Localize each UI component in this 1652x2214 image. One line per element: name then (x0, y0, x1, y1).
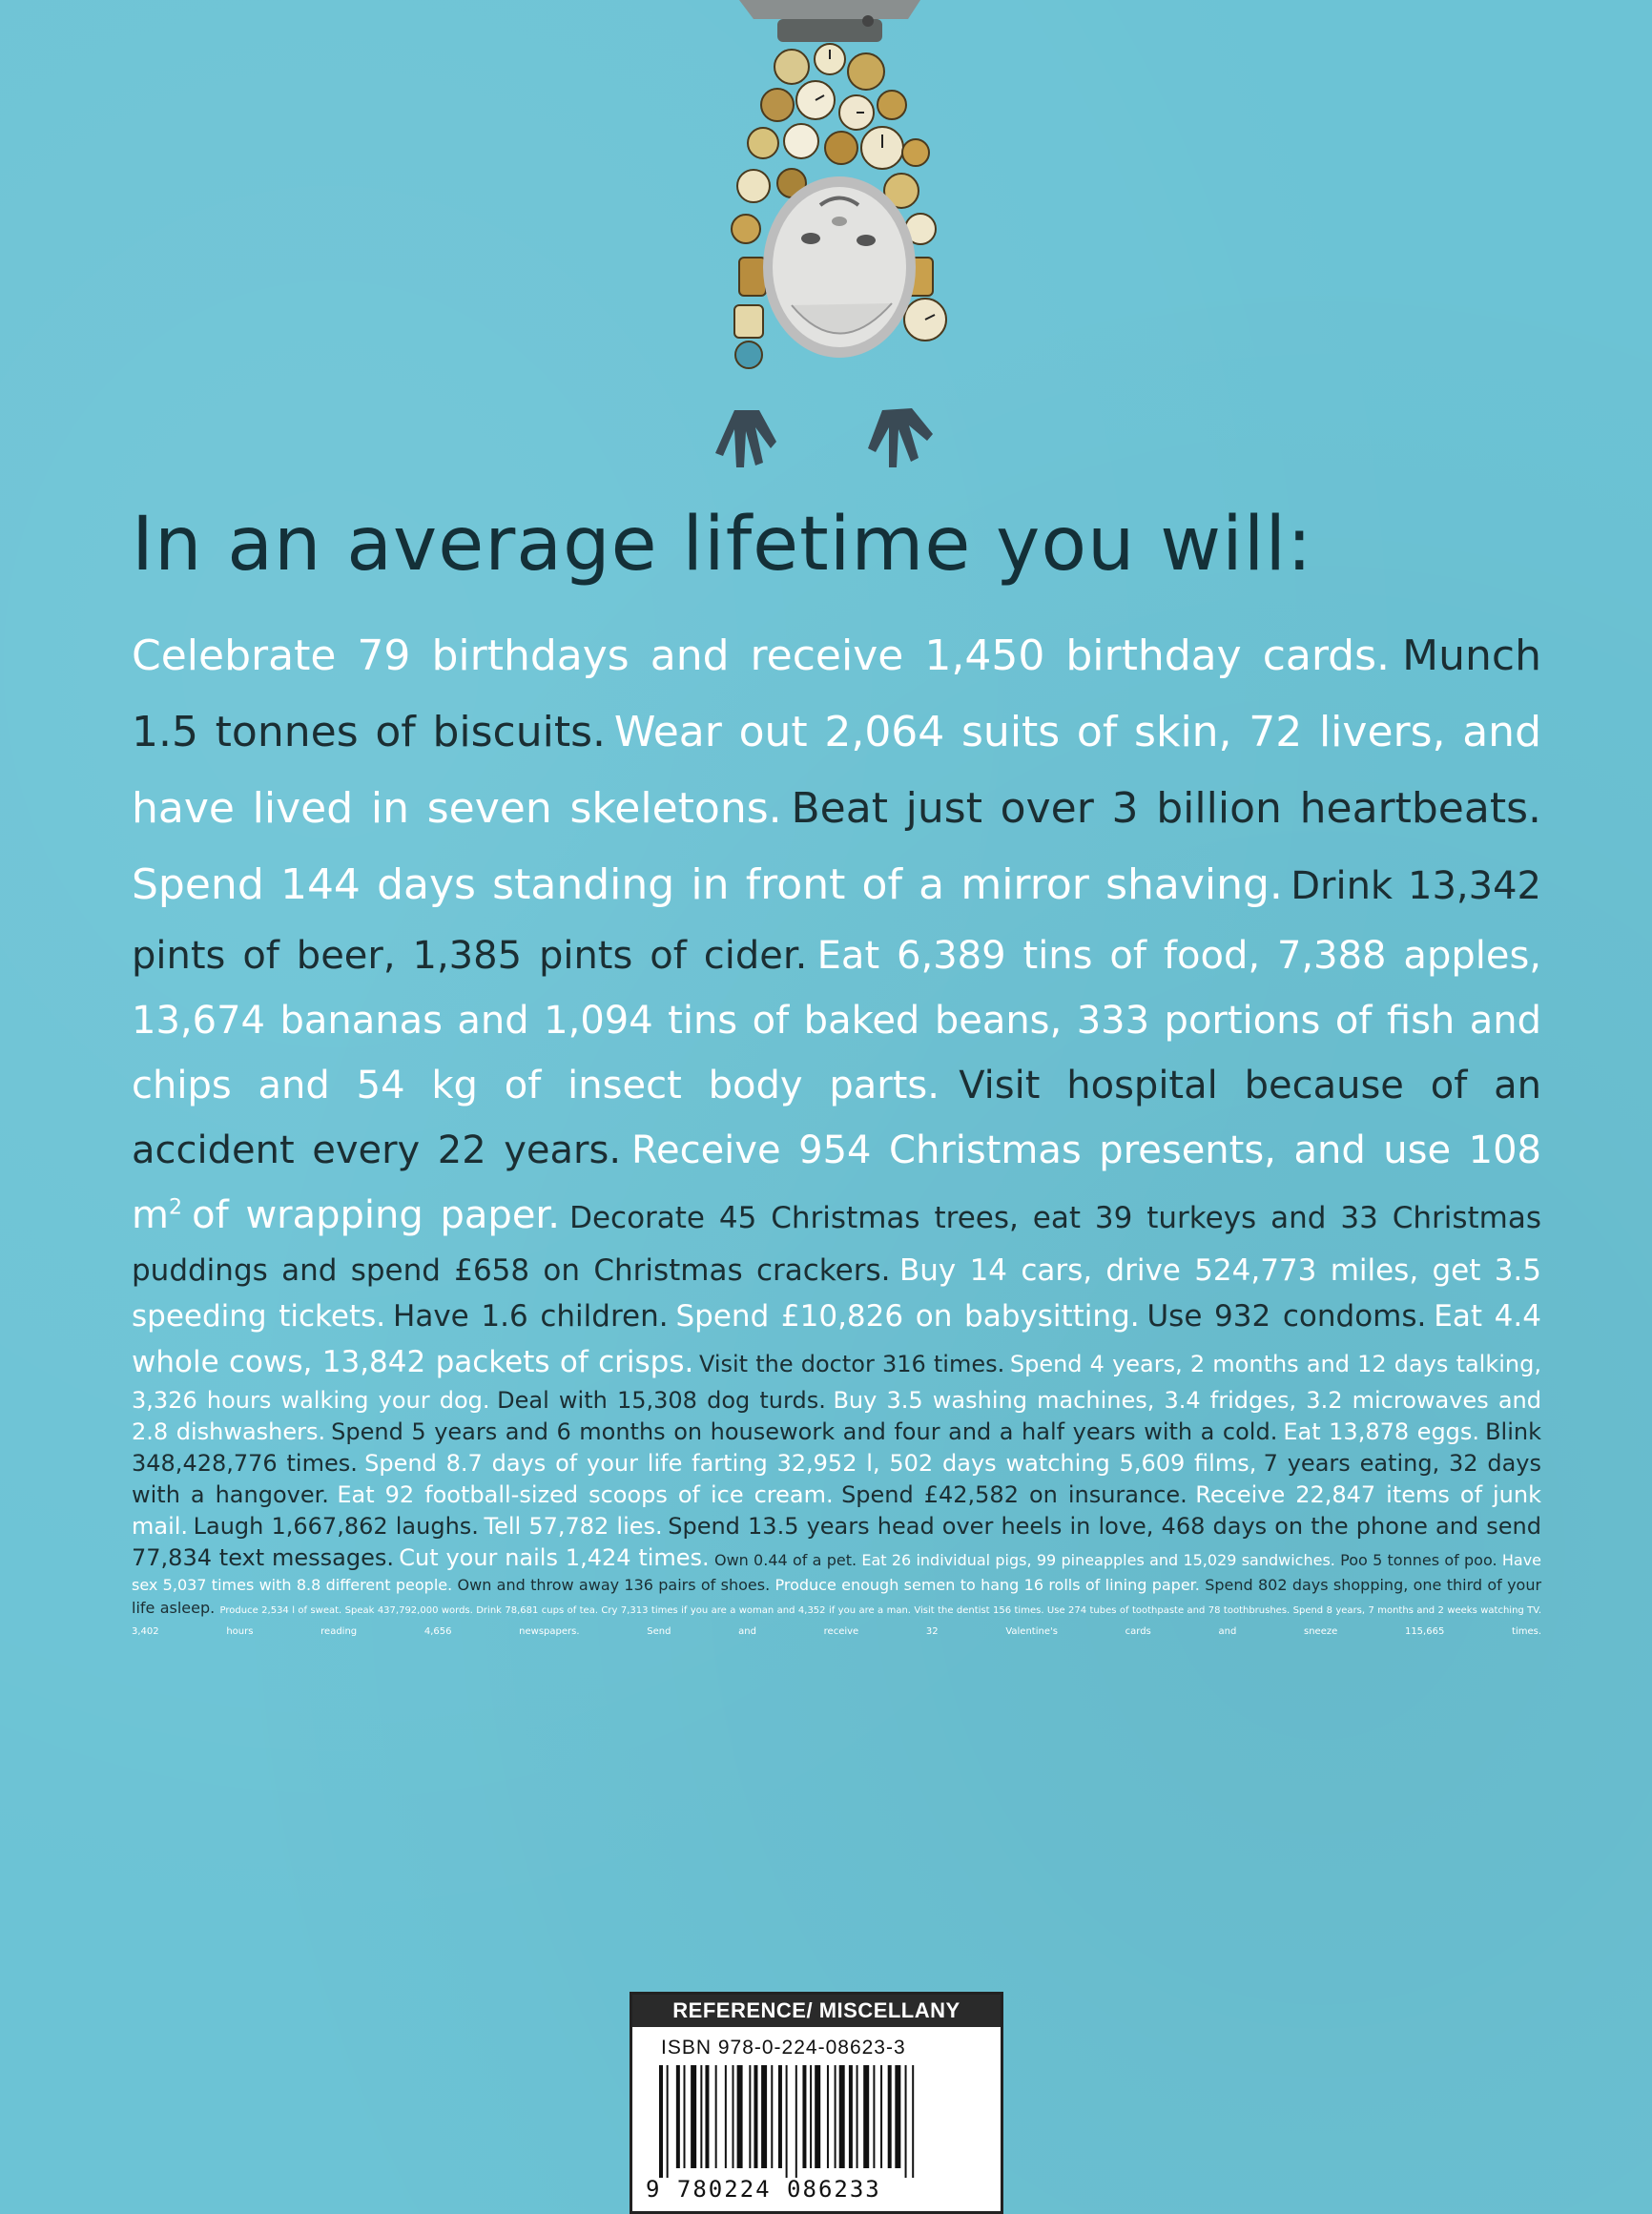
barcode-bar (778, 2065, 782, 2168)
barcode-digits: 9 780224 086233 (646, 2176, 881, 2203)
barcode-bar (849, 2065, 853, 2168)
fact-text: Use 932 condoms. (1146, 1299, 1427, 1334)
barcode-bar (895, 2065, 900, 2168)
fact-text: Eat 26 individual pigs, 99 pineapples and 15,029 sandwiches. (861, 1551, 1335, 1569)
barcode-bar (835, 2065, 836, 2168)
barcode-bar (839, 2065, 845, 2168)
fact-sentence (497, 1387, 826, 1414)
barcode-bar (888, 2065, 892, 2168)
fact-text: Have sex 5,037 times with 8.8 different people. (132, 1551, 1542, 1594)
barcode-icon (655, 2065, 980, 2180)
fact-sentence (775, 1576, 1200, 1594)
fact-text: Spend 144 days standing in front of a mirror shaving. (132, 860, 1283, 909)
barcode-bar (873, 2065, 875, 2168)
fact-text: Laugh 1,667,862 laughs. (193, 1513, 479, 1540)
child-hands (715, 408, 933, 467)
fact-text: Drink 13,342 pints of beer, 1,385 pints of cider. (132, 864, 1541, 978)
fact-sentence (1146, 1299, 1426, 1334)
fact-text: Receive 22,847 items of junk mail. (132, 1481, 1541, 1540)
fact-text: 7 years eating, 32 days with a hangover. (132, 1450, 1542, 1508)
fact-text: Buy 14 cars, drive 524,773 miles, get 3.5 speeding tickets. (132, 1253, 1542, 1334)
barcode-bar (700, 2065, 702, 2168)
barcode-bar (659, 2065, 663, 2178)
fact-text: Deal with 15,308 dog turds. (497, 1387, 826, 1414)
lamp-shape (739, 0, 920, 42)
fact-text: Celebrate 79 birthdays and receive 1,450 birthday cards. (132, 631, 1391, 680)
fact-text: Eat 4.4 whole cows, 13,842 packets of crisps. (132, 1299, 1541, 1379)
barcode-bar (857, 2065, 858, 2168)
fact-text: Receive 954 Christmas presents, and use 108 m (132, 1128, 1541, 1237)
fact-sentence (458, 1576, 771, 1594)
barcode-bar (880, 2065, 882, 2168)
fact-text: Spend 13.5 years head over heels in love, 468 days on the phone and send 77,834 text messages. (132, 1513, 1541, 1571)
fact-text: Produce 2,534 l of sweat. Speak 437,792,000 words. Drink 78,681 cups of tea. Cry 7,313 times if you are a woman and 4,352 if you are a man. Visit the dentist 156 times. Use 274 tubes of toothpaste and 78 toothbrushes. Spend 8 years, 7 months and 2 weeks watching TV. 3,402 hours reading 4,656 newspapers. Send and receive 32 Valentine's cards and sneeze 115,665 times. (132, 1605, 1542, 1637)
fact-sentence (132, 1605, 1541, 1637)
barcode-bar (737, 2065, 743, 2168)
category-label: REFERENCE/ MISCELLANY (632, 1995, 1001, 2027)
barcode-bar (912, 2065, 914, 2178)
fact-text: Own 0.44 of a pet. (713, 1551, 857, 1569)
barcode-bar (786, 2065, 788, 2178)
fact-sentence (699, 1351, 1004, 1377)
fact-text: Eat 6,389 tins of food, 7,388 apples, 13,674 bananas and 1,094 tins of baked beans, 333 portions of fish and chips and 54 kg of insect body parts. (132, 934, 1541, 1107)
lifetime-facts-paragraph (132, 618, 1541, 1639)
fact-text: Visit hospital because of an accident every 22 years. (132, 1064, 1541, 1172)
barcode-bar (771, 2065, 773, 2168)
fact-sentence (1283, 1418, 1479, 1445)
barcode-bar (667, 2065, 669, 2178)
barcode-bar (815, 2065, 820, 2168)
barcode-bar (795, 2065, 797, 2178)
barcode-bar (802, 2065, 806, 2168)
fact-sentence (132, 631, 1390, 680)
isbn-number: ISBN 978-0-224-08623-3 (661, 2037, 906, 2059)
barcode-bar (905, 2065, 907, 2178)
fact-text: Cut your nails 1,424 times. (399, 1544, 710, 1571)
fact-sentence (337, 1481, 833, 1508)
barcode-bar (715, 2065, 717, 2168)
fact-sentence (861, 1551, 1335, 1569)
fact-text: Munch 1.5 tonnes of biscuits. (132, 631, 1541, 756)
clock-collage-illustration (687, 0, 973, 486)
barcode-bar (863, 2065, 869, 2168)
superscript: 2 (168, 1195, 182, 1220)
fact-text: Eat 92 football-sized scoops of ice cream. (337, 1481, 834, 1508)
fact-text: Beat just over 3 billion heartbeats. (791, 784, 1541, 833)
barcode-block (630, 1992, 1003, 2214)
fact-sentence (791, 784, 1541, 833)
fact-sentence (399, 1544, 709, 1571)
fact-sentence (485, 1513, 663, 1540)
barcode-bar (676, 2065, 680, 2168)
fact-sentence (364, 1450, 1256, 1477)
fact-text: Spend 802 days shopping, one third of your life asleep. (132, 1576, 1542, 1617)
barcode-bar (691, 2065, 696, 2168)
fact-sentence (393, 1299, 669, 1334)
fact-sentence (132, 860, 1283, 909)
fact-sentence (714, 1551, 857, 1569)
barcode-bar (754, 2065, 757, 2168)
headline: In an average lifetime you will: (132, 502, 1313, 588)
barcode-bar (733, 2065, 734, 2168)
fact-text: Eat 13,878 eggs. (1283, 1418, 1480, 1445)
fact-text: Visit the doctor 316 times. (698, 1351, 1005, 1377)
barcode-bar (705, 2065, 709, 2168)
fact-text: Own and throw away 136 pairs of shoes. (457, 1576, 771, 1594)
barcode-bar (761, 2065, 767, 2168)
fact-sentence (192, 1193, 560, 1237)
fact-sentence (331, 1418, 1277, 1445)
barcode-bar (827, 2065, 829, 2168)
fact-text: Spend £10,826 on babysitting. (675, 1299, 1140, 1334)
barcode-bar (684, 2065, 686, 2168)
fact-text: of wrapping paper. (192, 1193, 560, 1237)
fact-text: Tell 57,782 lies. (484, 1513, 663, 1540)
barcode-bar (810, 2065, 812, 2168)
fact-text: Produce enough semen to hang 16 rolls of lining paper. (774, 1576, 1200, 1594)
child-face (763, 176, 916, 358)
fact-sentence (676, 1299, 1140, 1334)
barcode-bar (749, 2065, 751, 2168)
fact-text: Buy 3.5 washing machines, 3.4 fridges, 3.2 microwaves and 2.8 dishwashers. (132, 1387, 1541, 1445)
fact-sentence (1340, 1551, 1497, 1569)
fact-text: Poo 5 tonnes of poo. (1340, 1551, 1497, 1569)
fact-sentence (194, 1513, 479, 1540)
fact-text: Spend 8.7 days of your life farting 32,952 l, 502 days watching 5,609 films, (364, 1450, 1257, 1477)
fact-text: Blink 348,428,776 times. (132, 1418, 1541, 1477)
fact-text: Spend 5 years and 6 months on housework and four and a half years with a cold. (331, 1418, 1278, 1445)
barcode-bar (725, 2065, 727, 2168)
fact-text: Spend 4 years, 2 months and 12 days talking, 3,326 hours walking your dog. (132, 1351, 1541, 1414)
fact-text: Spend £42,582 on insurance. (841, 1481, 1187, 1508)
fact-sentence (841, 1481, 1187, 1508)
fact-text: Have 1.6 children. (393, 1299, 669, 1334)
fact-text: Decorate 45 Christmas trees, eat 39 turkeys and 33 Christmas puddings and spend £658 on Christmas crackers. (132, 1201, 1542, 1288)
fact-text: Wear out 2,064 suits of skin, 72 livers, and have lived in seven skeletons. (132, 708, 1541, 833)
